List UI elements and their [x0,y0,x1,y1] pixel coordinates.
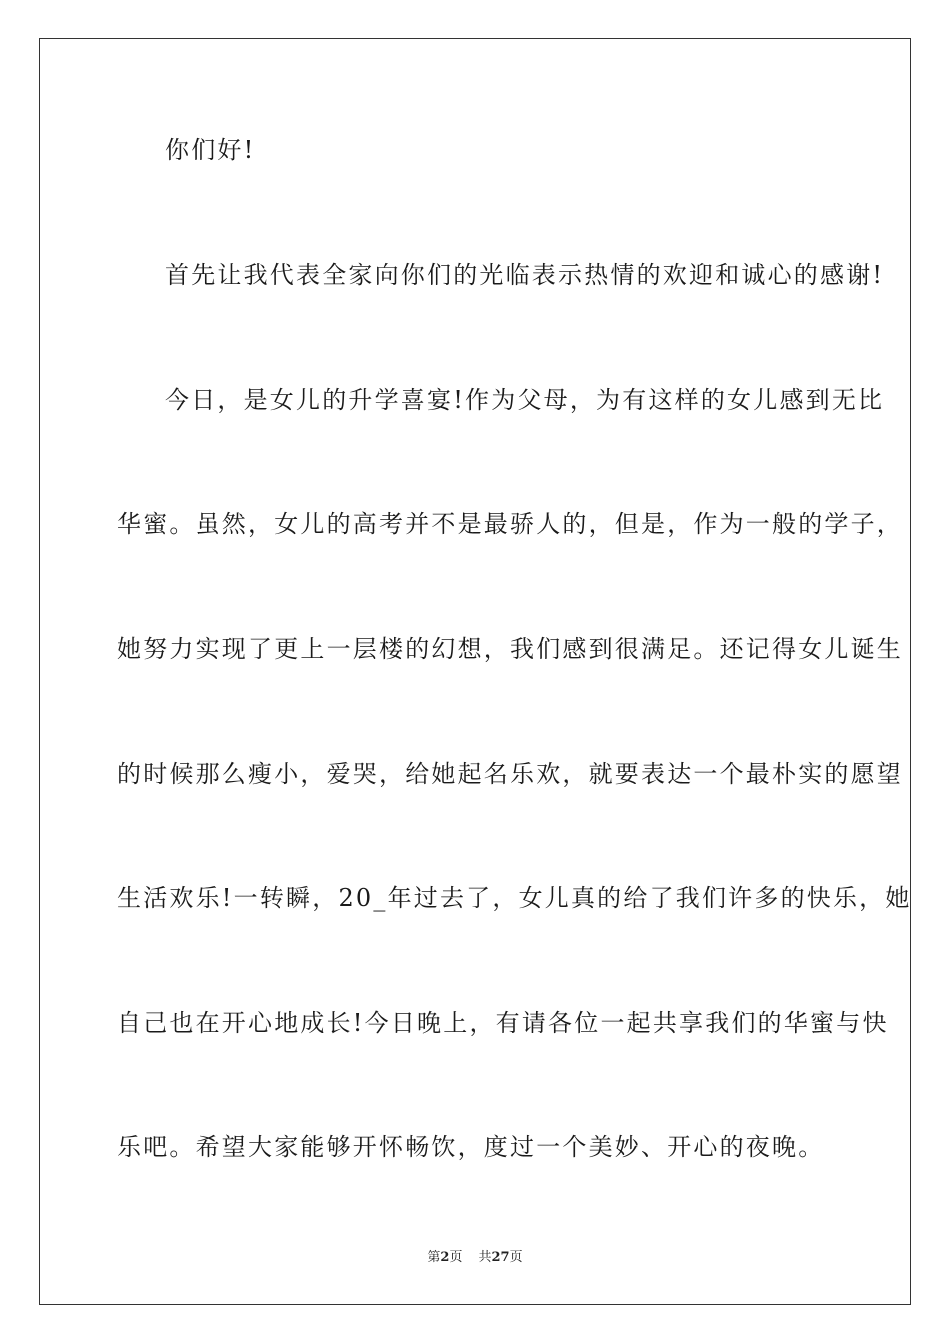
paragraph-2-line-5: 生活欢乐!一转瞬，20_年过去了，女儿真的给了我们许多的快乐，她 [117,884,912,912]
paragraph-2-line-2: 华蜜。虽然，女儿的高考并不是最骄人的，但是，作为一般的学子， [117,510,903,538]
page-border [39,38,911,1305]
total-suffix: 页 [509,1250,523,1265]
total-pages: 27 [491,1250,510,1265]
paragraph-2-line-4: 的时候那么瘦小，爱哭，给她起名乐欢，就要表达一个最朴实的愿望 [117,760,903,788]
page-prefix: 第 [427,1250,441,1265]
page-number: 2 [440,1250,450,1265]
paragraph-2-line-1: 今日，是女儿的升学喜宴!作为父母，为有这样的女儿感到无比 [165,386,885,414]
page-suffix: 页 [449,1250,463,1265]
total-prefix: 共 [478,1250,492,1265]
paragraph-2-line-6: 自己也在开心地成长!今日晚上，有请各位一起共享我们的华蜜与快 [117,1009,889,1037]
paragraph-1-line-1: 首先让我代表全家向你们的光临表示热情的欢迎和诚心的感谢! [165,261,885,289]
paragraph-2-line-7: 乐吧。希望大家能够开怀畅饮，度过一个美妙、开心的夜晚。 [117,1133,825,1161]
page-footer [0,1246,950,1265]
paragraph-2-line-3: 她努力实现了更上一层楼的幻想，我们感到很满足。还记得女儿诞生 [117,635,903,663]
greeting-line: 你们好! [165,136,256,164]
